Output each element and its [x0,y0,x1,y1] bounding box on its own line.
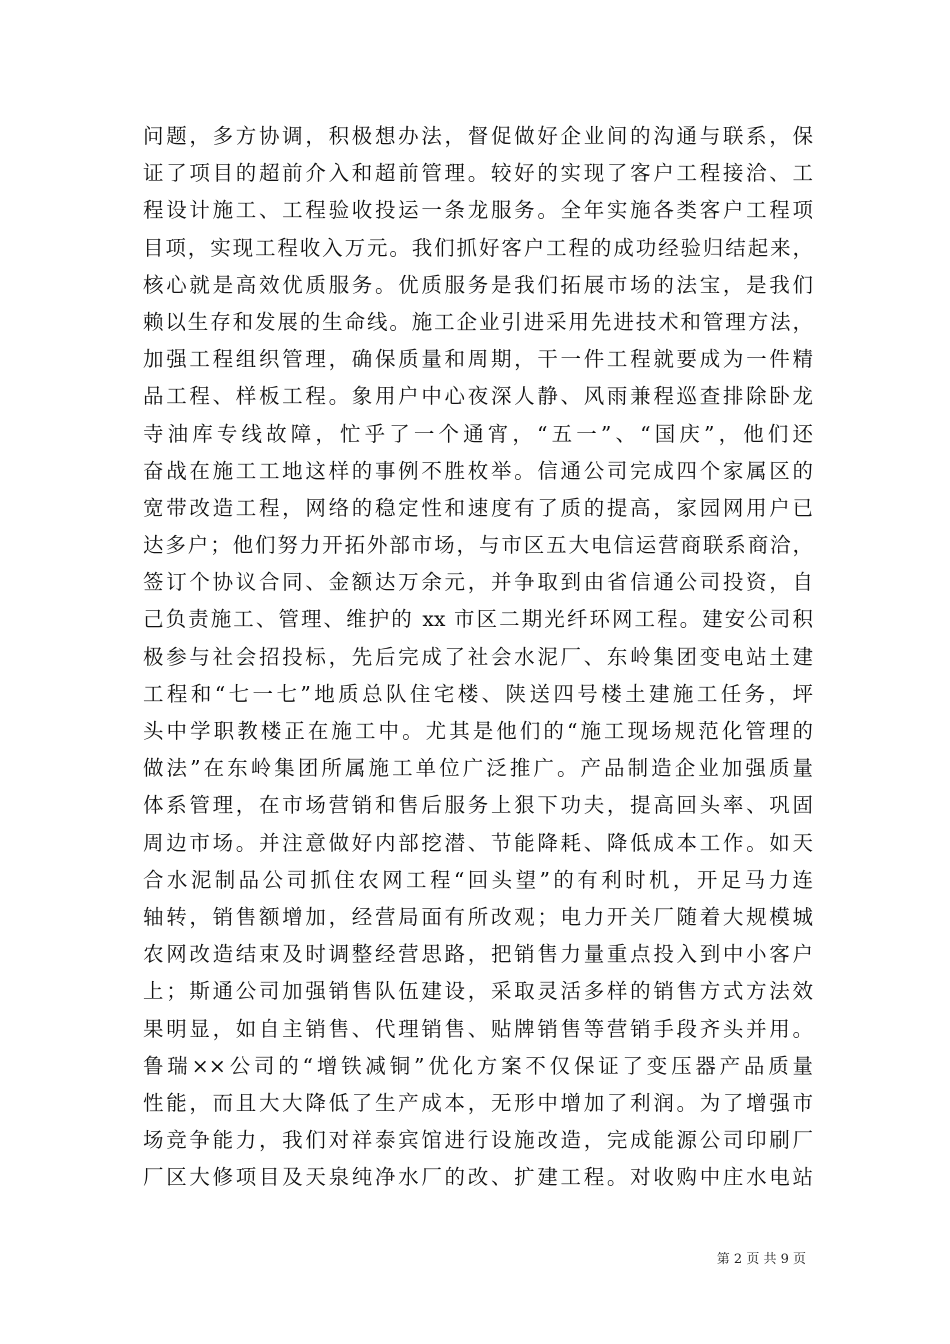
text-line: 加强工程组织管理，确保质量和周期，干一件工程就要成为一件精 [143,347,813,372]
text-line: 体系管理，在市场营销和售后服务上狠下功夫，提高回头率、巩固 [143,793,813,818]
text-line: 场竞争能力，我们对祥泰宾馆进行设施改造，完成能源公司印刷厂 [143,1128,813,1153]
text-line: 头中学职教楼正在施工中。尤其是他们的“施工现场规范化管理的 [143,719,813,743]
page-number-footer: 第 2 页 共 9 页 [716,1252,806,1267]
text-line: 鲁瑞××公司的“增铁减铜”优化方案不仅保证了变压器产品质量 [143,1053,813,1078]
text-line: 品工程、样板工程。象用户中心夜深人静、风雨兼程巡查排除卧龙 [143,384,813,409]
text-line: 做法”在东岭集团所属施工单位广泛推广。产品制造企业加强质量 [143,756,813,781]
text-line: 宽带改造工程，网络的稳定性和速度有了质的提高，家园网用户已 [143,495,813,520]
text-line: 果明显，如自主销售、代理销售、贴牌销售等营销手段齐头并用。 [143,1016,813,1041]
text-line: 核心就是高效优质服务。优质服务是我们拓展市场的法宝，是我们 [143,272,813,297]
text-line: 周边市场。并注意做好内部挖潜、节能降耗、降低成本工作。如天 [143,830,813,855]
body-paragraph [143,118,813,1196]
text-line: 问题，多方协调，积极想办法，督促做好企业间的沟通与联系，保 [143,124,813,148]
text-line: 厂区大修项目及天泉纯净水厂的改、扩建工程。对收购中庄水电站 [143,1165,813,1190]
text-line: 达多户；他们努力开拓外部市场，与市区五大电信运营商联系商洽， [143,533,813,558]
text-line: 农网改造结束及时调整经营思路，把销售力量重点投入到中小客户 [143,942,813,967]
text-line: 己负责施工、管理、维护的 xx 市区二期光纤环网工程。建安公司积 [143,607,813,632]
text-line: 性能，而且大大降低了生产成本，无形中增加了利润。为了增强市 [143,1090,813,1115]
text-line: 极参与社会招投标，先后完成了社会水泥厂、东岭集团变电站土建 [143,644,813,669]
text-line: 签订个协议合同、金额达万余元，并争取到由省信通公司投资，自 [143,570,813,595]
text-line: 工程和“七一七”地质总队住宅楼、陕送四号楼土建施工任务，坪 [143,681,813,706]
text-line: 合水泥制品公司抓住农网工程“回头望”的有利时机，开足马力连 [143,867,813,892]
text-line: 目项，实现工程收入万元。我们抓好客户工程的成功经验归结起来， [143,235,813,260]
text-line: 轴转，销售额增加，经营局面有所改观；电力开关厂随着大规模城 [143,904,813,929]
text-line: 程设计施工、工程验收投运一条龙服务。全年实施各类客户工程项 [143,198,813,223]
text-line: 寺油库专线故障，忙乎了一个通宵，“五一”、“国庆”，他们还 [143,421,813,446]
text-line: 上；斯通公司加强销售队伍建设，采取灵活多样的销售方式方法效 [143,979,813,1004]
text-line: 赖以生存和发展的生命线。施工企业引进采用先进技术和管理方法， [143,309,813,334]
text-line: 证了项目的超前介入和超前管理。较好的实现了客户工程接洽、工 [143,161,813,186]
text-line: 奋战在施工工地这样的事例不胜枚举。信通公司完成四个家属区的 [143,458,813,483]
